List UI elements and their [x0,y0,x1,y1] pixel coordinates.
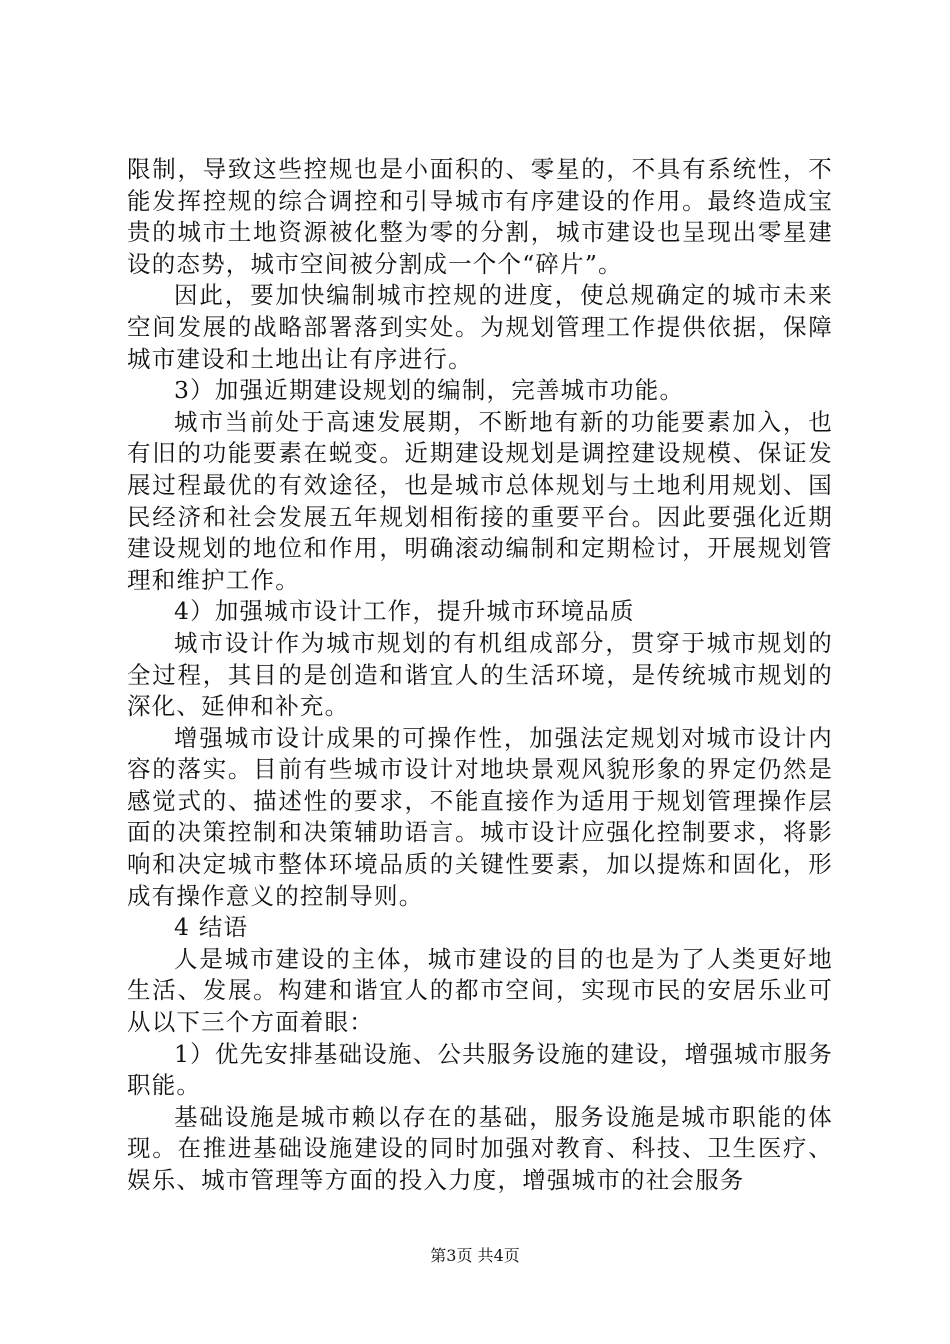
paragraph: 因此，要加快编制城市控规的进度，使总规确定的城市未来空间发展的战略部署落到实处。为规划管理工作提供依据，保障城市建设和土地出让有序进行。 [127,281,833,373]
paragraph: 人是城市建设的主体，城市建设的目的也是为了人类更好地生活、发展。构建和谐宜人的都市空间，实现市民的安居乐业可从以下三个方面着眼： [127,944,833,1037]
section-heading: 3）加强近期建设规划的编制，完善城市功能。 [174,376,685,405]
total-suffix: 页 [503,1246,520,1265]
total-label: 共 [477,1246,494,1265]
document-body [127,154,833,1197]
page-suffix: 页 [456,1246,473,1265]
section-heading: 1）优先安排基础设施、公共服务设施的建设，增强城市服务职能。 [127,1039,833,1100]
current-page-number: 3 [446,1246,457,1265]
paragraph: 基础设施是城市赖以存在的基础，服务设施是城市职能的体现。在推进基础设施建设的同时加强对教育、科技、卫生医疗、娱乐、城市管理等方面的投入力度，增强城市的社会服务 [127,1102,833,1194]
section-heading: 4）加强城市设计工作，提升城市环境品质 [174,597,635,626]
paragraph-continuation: 限制，导致这些控规也是小面积的、零星的，不具有系统性，不能发挥控规的综合调控和引导城市有序建设的作用。最终造成宝贵的城市土地资源被化整为零的分割，城市建设也呈现出零星建设的态势，城市空间被分割成一个个“碎片”。 [127,155,833,278]
section-heading: 4 结语 [174,913,249,942]
paragraph: 增强城市设计成果的可操作性，加强法定规划对城市设计内容的落实。目前有些城市设计对地块景观风貌形象的界定仍然是感觉式的、描述性的要求，不能直接作为适用于规划管理操作层面的决策控制和决策辅助语言。城市设计应强化控制要求，将影响和决定城市整体环境品质的关键性要素，加以提炼和固化，形成有操作意义的控制导则。 [127,723,833,910]
paragraph: 城市设计作为城市规划的有机组成部分，贯穿于城市规划的全过程，其目的是创造和谐宜人的生活环境，是传统城市规划的深化、延伸和补充。 [127,628,833,721]
paragraph: 城市当前处于高速发展期，不断地有新的功能要素加入，也有旧的功能要素在蜕变。近期建设规划是调控建设规模、保证发展过程最优的有效途径，也是城市总体规划与土地利用规划、国民经济和社会发展五年规划相衔接的重要平台。因此要强化近期建设规划的地位和作用，明确滚动编制和定期检讨，开展规划管理和维护工作。 [127,407,833,594]
page-label: 第 [430,1246,447,1265]
total-pages-number: 4 [493,1246,504,1265]
page-footer [0,1243,950,1266]
